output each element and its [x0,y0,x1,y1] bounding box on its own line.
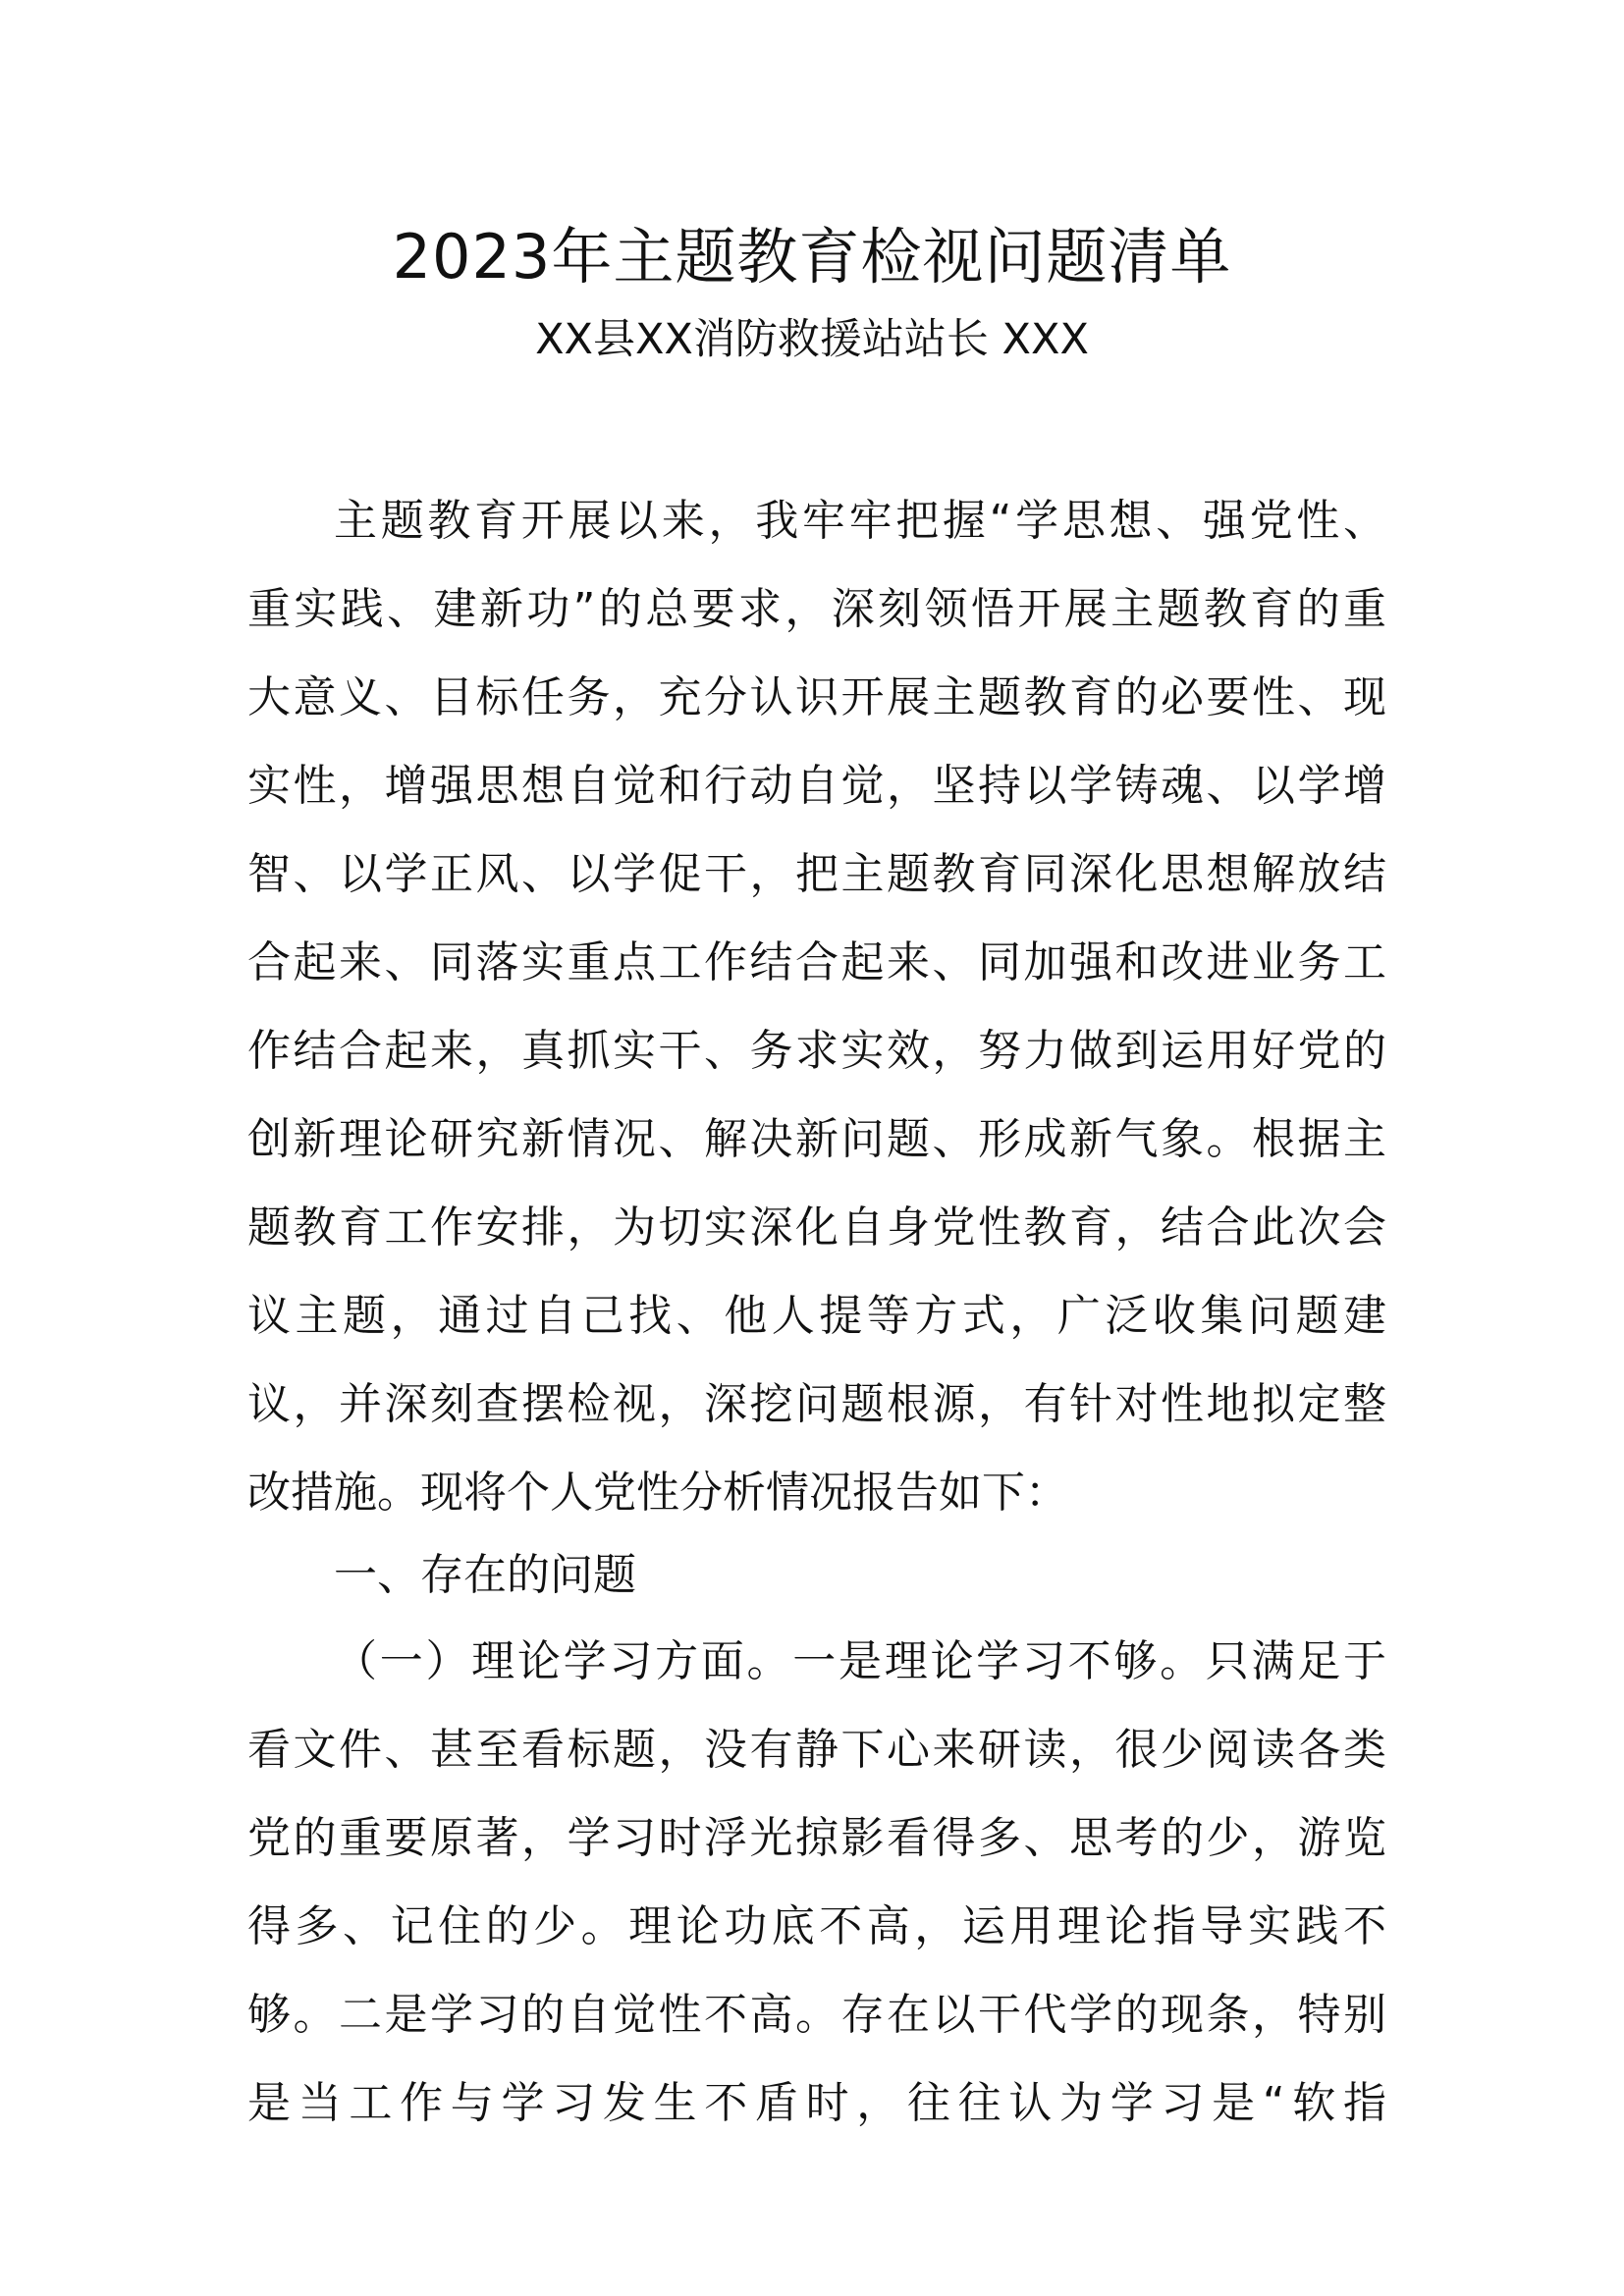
paragraph-line: 实性，增强思想自觉和行动自觉，坚持以学铸魂、以学增 [247,761,1386,811]
paragraph-line: 合起来、同落实重点工作结合起来、同加强和改进业务工 [247,937,1386,988]
paragraph-line: 议主题，通过自己找、他人提等方式，广泛收集问题建 [247,1291,1386,1341]
paragraph-line: （一）理论学习方面。一是理论学习不够。只满足于 [334,1636,1386,1686]
paragraph-line: 够。二是学习的自觉性不高。存在以干代学的现条，特别 [247,1990,1386,2040]
paragraph-line: 党的重要原著，学习时浮光掠影看得多、思考的少，游览 [247,1813,1386,1863]
paragraph-line: 看文件、甚至看标题，没有静下心来研读，很少阅读各类 [247,1725,1386,1775]
paragraph-line: 主题教育开展以来，我牢牢把握“学思想、强党性、 [334,496,1386,546]
paragraph-line: 智、以学正风、以学促干，把主题教育同深化思想解放结 [247,849,1386,899]
paragraph-line: 大意义、目标任务，充分认识开展主题教育的必要性、现 [247,672,1386,722]
document-subtitle: XX县XX消防救援站站长 XXX [535,315,1089,364]
paragraph-line: 题教育工作安排，为切实深化自身党性教育，结合此次会 [247,1202,1386,1253]
document-title: 2023年主题教育检视问题清单 [392,221,1232,293]
paragraph-line: 得多、记住的少。理论功底不高，运用理论指导实践不 [247,1901,1386,1951]
paragraph-line: 议，并深刻查摆检视，深挖问题根源，有针对性地拟定整 [247,1379,1386,1429]
paragraph-line: 重实践、建新功”的总要求，深刻领悟开展主题教育的重 [247,584,1386,634]
paragraph-line: 作结合起来，真抓实干、务求实效，努力做到运用好党的 [247,1026,1386,1076]
paragraph-line: 是当工作与学习发生不盾时，往往认为学习是“软指 [247,2078,1386,2128]
section-heading: 一、存在的问题 [334,1550,636,1600]
paragraph-line: 创新理论研究新情况、解决新问题、形成新气象。根据主 [247,1114,1386,1164]
paragraph-line: 改措施。现将个人党性分析情况报告如下： [247,1468,1068,1518]
